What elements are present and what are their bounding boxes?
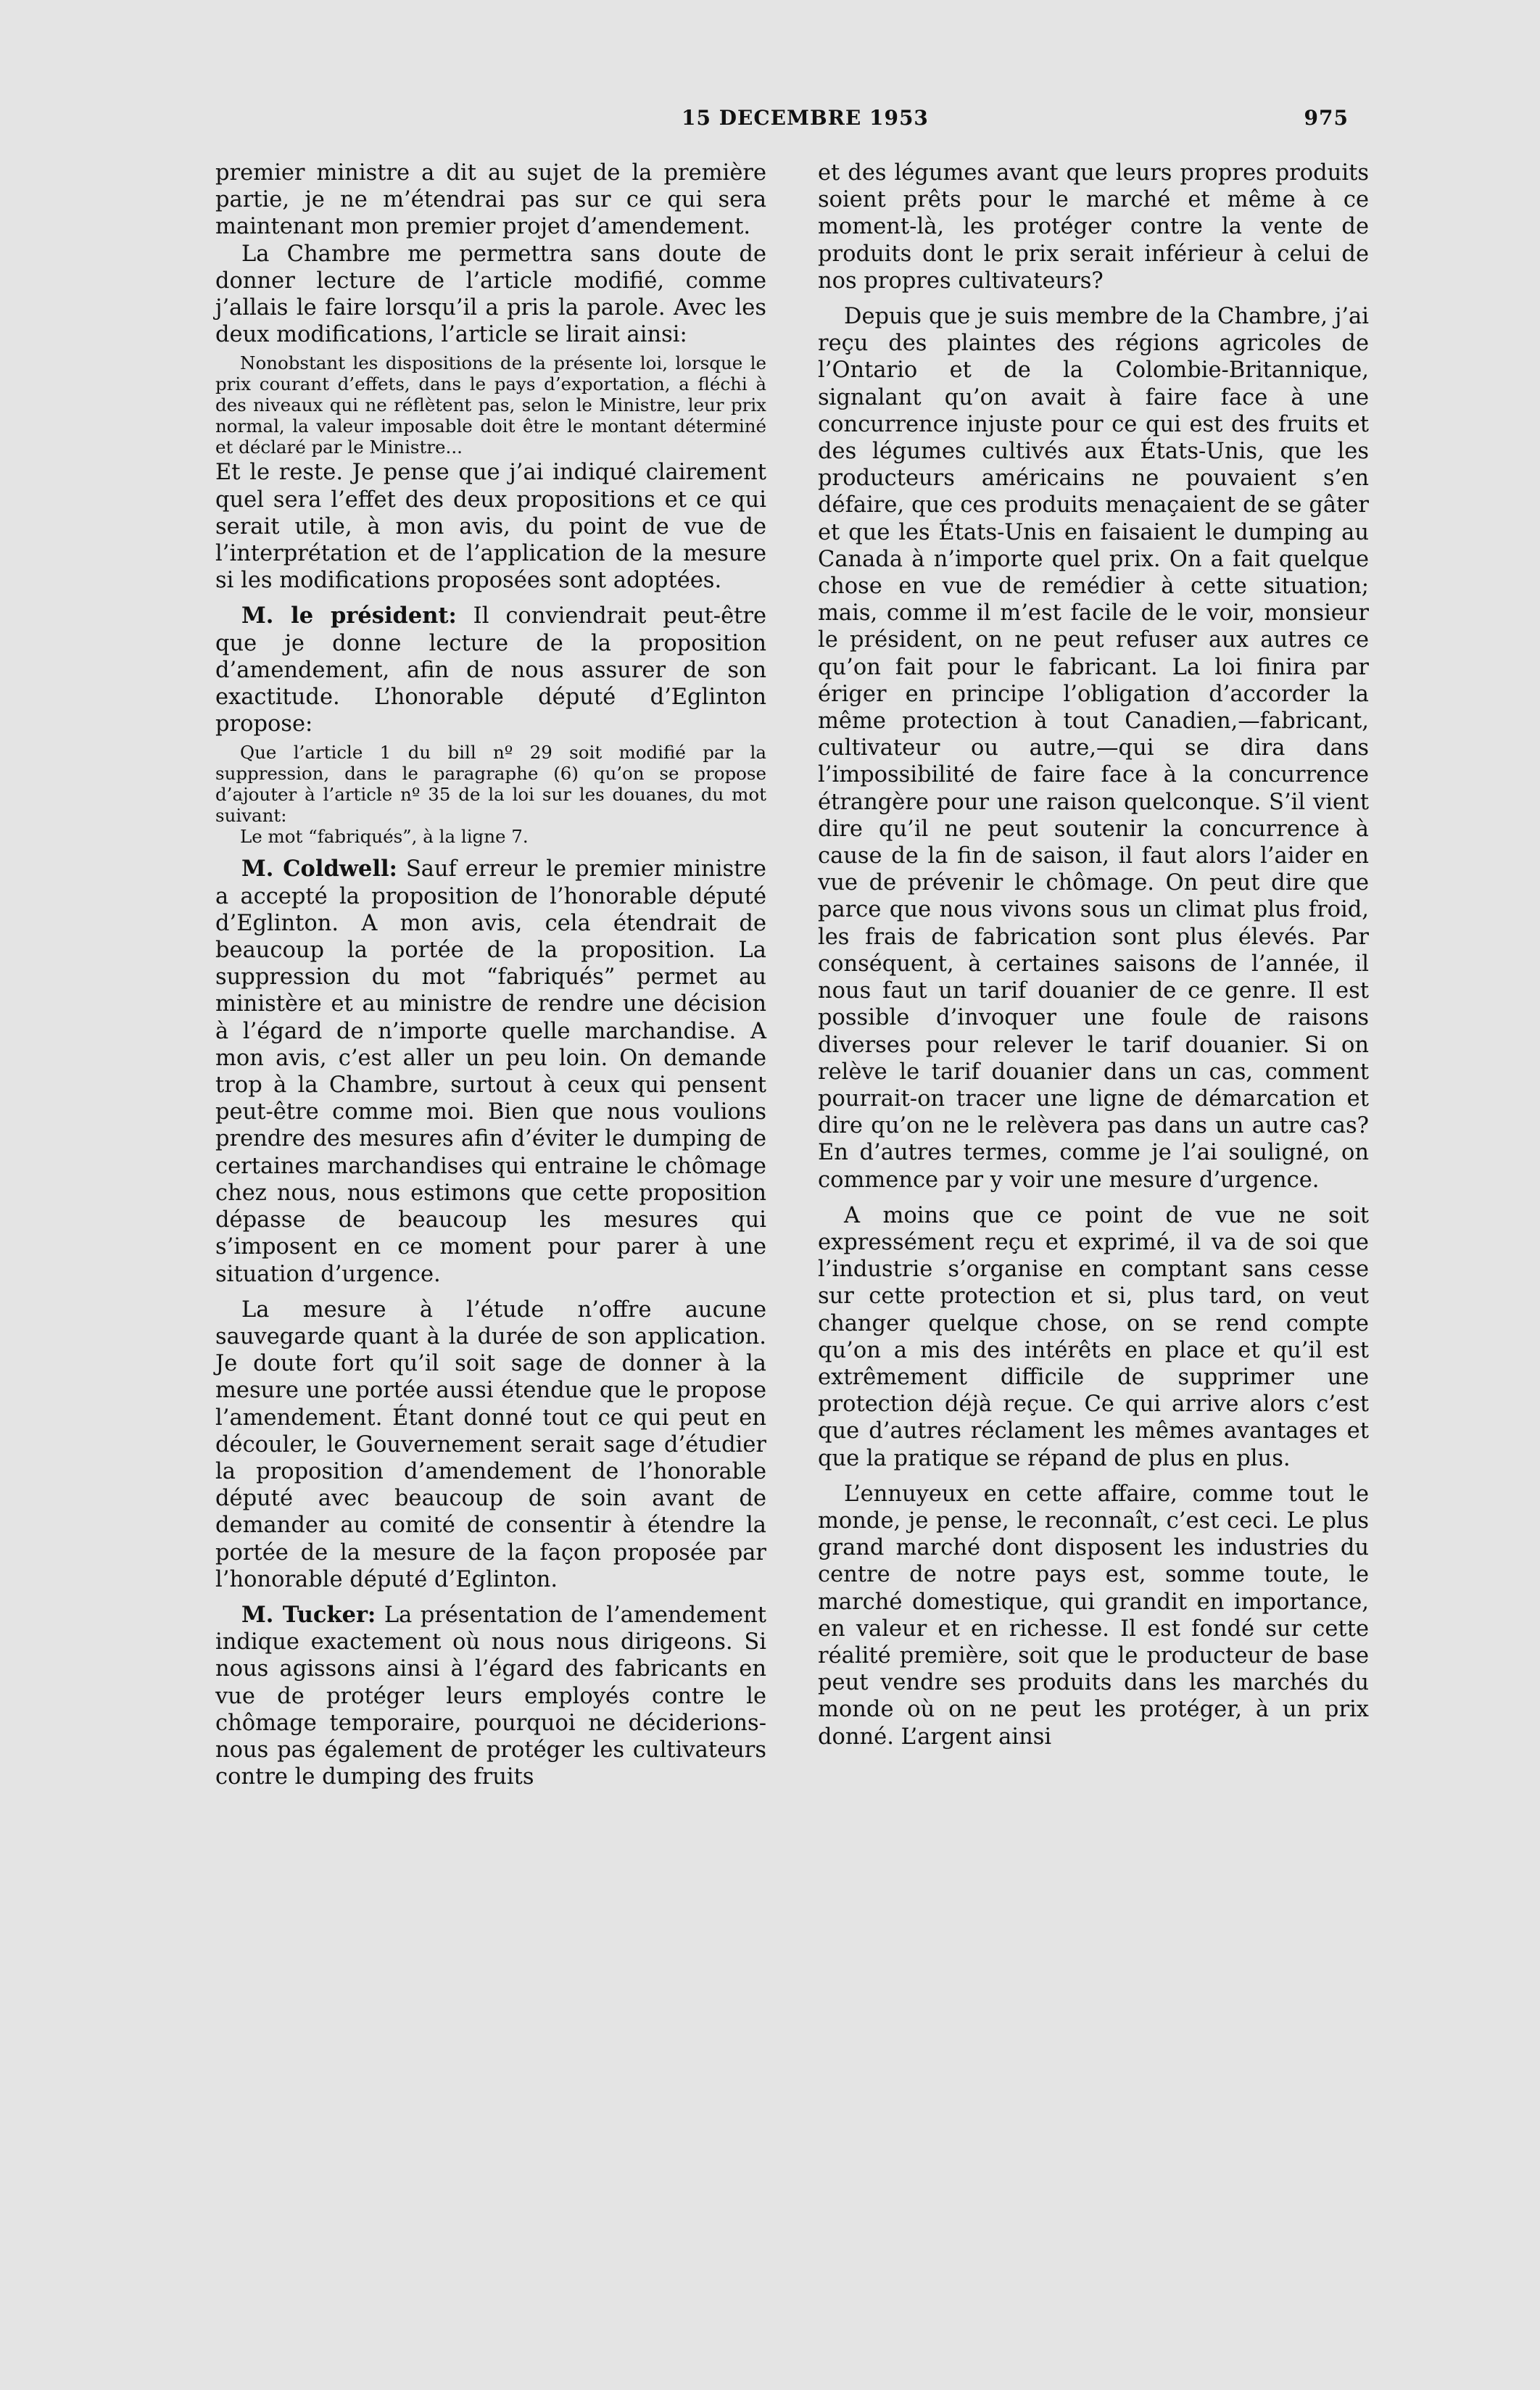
paragraph: et des légumes avant que leurs propres produits soient prêts pour le marché et même à ce moment-là, les protéger contre la vente de produits dont le prix serait inférieur à celui de nos propres cultivateurs? [818, 160, 1369, 294]
paragraph: La mesure à l’étude n’offre aucune sauvegarde quant à la durée de son application. Je doute fort qu’il soit sage de donner à la mesure une portée aussi étendue que le propose l’amendement. Étant donné tout ce qui peut en découler, le Gouvernement serait sage d’étudier la proposition d’amendement de l’honorable député avec beaucoup de soin avant de demander au comité de consentir à étendre la portée de la mesure de la façon proposée par l’honorable député d’Eglinton. [215, 1297, 766, 1592]
paragraph: Depuis que je suis membre de la Chambre, j’ai reçu des plaintes des régions agricoles de l’Ontario et de la Colombie-Britannique, signalant qu’on avait à faire face à une concurrence injuste pour ce qui est des fruits et des légumes cultivés aux États-Unis, que les producteurs américains ne pouvaient s’en défaire, que ces produits menaçaient de se gâter et que les États-Unis en faisaient le dumping au Canada à n’importe quel prix. On a fait quelque chose en vue de remédier à cette situation; mais, comme il m’est facile de le voir, monsieur le président, on ne peut refuser aux autres ce qu’on fait pour le fabricant. La loi finira par ériger en principe l’obligation d’accorder la même protection à tout Canadien,—fabricant, cultivateur ou autre,—qui se dira dans l’impossibilité de faire face à la concurrence étrangère pour une raison quelconque. S’il vient dire qu’il ne peut soutenir la concurrence à cause de la fin de saison, il faut alors l’aider en vue de prévenir le chômage. On peut dire que parce que nous vivons sous un climat plus froid, les frais de fabrication sont plus élevés. Par conséquent, à certaines saisons de l’année, il nous faut un tarif douanier de ce genre. Il est possible d’invoquer une foule de raisons diverses pour relever le tarif douanier. Si on relève le tarif douanier dans un cas, comment pourrait-on tracer une ligne de démarcation et dire qu’on ne le relèvera pas dans un autre cas? En d’autres termes, comme je l’ai souligné, on commence par y voir une mesure d’urgence. [818, 304, 1369, 1193]
paragraph: L’ennuyeux en cette affaire, comme tout le monde, je pense, le reconnaît, c’est ceci. Le plus grand marché dont disposent les industries du centre de notre pays est, somme toute, le marché domestique, qui grandit en importance, en valeur et en richesse. Il est fondé sur cette réalité première, soit que le producteur de base peut vendre ses produits dans les marchés du monde où on ne peut les protéger, à un prix donné. L’argent ainsi [818, 1481, 1369, 1750]
speech-text: La présentation de l’amendement indique exactement où nous nous dirigeons. Si nous agissons ainsi à l’égard des fabricants en vue de protéger leurs employés contre le chômage temporaire, pourquoi ne déciderions-nous pas également de protéger les cultivateurs contre le dumping des fruits [215, 1602, 766, 1790]
quote-text: Nonobstant les dispositions de la présente loi, lorsque le prix courant d’effets, dans le pays d’exportation, a fléchi à des niveaux qui ne réflètent pas, selon le Ministre, leur prix normal, la valeur imposable doit être le montant déterminé et déclaré par le Ministre... [215, 352, 766, 458]
left-column [215, 160, 766, 1790]
paragraph: A moins que ce point de vue ne soit expressément reçu et exprimé, il va de soi que l’industrie s’organise en comptant sans cesse sur cette protection et si, plus tard, on veut changer quelque chose, on se rend compte qu’on a mis des intérêts en place et qu’il est extrêmement difficile de supprimer une protection déjà reçue. Ce qui arrive alors c’est que d’autres réclament les mêmes avantages et que la pratique se répand de plus en plus. [818, 1202, 1369, 1471]
header-date: 15 DECEMBRE 1953 [682, 106, 929, 130]
speech [215, 603, 766, 737]
speaker-name: M. le président: [241, 603, 457, 629]
speaker-name: M. Tucker: [241, 1601, 376, 1628]
paragraph: La Chambre me permettra sans doute de donner lecture de l’article modifié, comme j’allais le faire lorsqu’il a pris la parole. Avec les deux modifications, l’article se lirait ainsi: [215, 241, 766, 348]
page-number: 975 [1304, 106, 1349, 130]
paragraph: premier ministre a dit au sujet de la première partie, je ne m’étendrai pas sur ce qui sera maintenant mon premier projet d’amendement. [215, 160, 766, 240]
quote-text: Le mot “fabriqués”, à la ligne 7. [240, 826, 529, 848]
right-column [818, 160, 1369, 1750]
speech [215, 1602, 766, 1790]
page-header [218, 106, 1349, 135]
quote-text: Que l’article 1 du bill nº 29 soit modifié par la suppression, dans le paragraphe (6) qu’on se propose d’ajouter à l’article nº 35 de la loi sur les douanes, du mot suivant: [215, 742, 766, 827]
quoted-article [215, 352, 766, 458]
quoted-motion [215, 742, 766, 847]
speech [215, 856, 766, 1287]
paragraph: Et le reste. Je pense que j’ai indiqué clairement quel sera l’effet des deux propositions et ce qui serait utile, à mon avis, du point de vue de l’interprétation et de l’application de la mesure si les modifications proposées sont adoptées. [215, 460, 766, 594]
speech-text: Il conviendrait peut-être que je donne lecture de la proposition d’amendement, afin de nous assurer de son exactitude. L’honorable député d’Eglinton propose: [215, 603, 767, 737]
speech-text: Sauf erreur le premier ministre a accepté la proposition de l’honorable député d’Eglinton. A mon avis, cela étendrait de beaucoup la portée de la proposition. La suppression du mot “fabriqués” permet au ministère et au ministre de rendre une décision à l’égard de n’importe quelle marchandise. A mon avis, c’est aller un peu loin. On demande trop à la Chambre, surtout à ceux qui pensent peut-être comme moi. Bien que nous voulions prendre des mesures afin d’éviter le dumping de certaines marchandises qui entraine le chômage chez nous, nous estimons que cette proposition dépasse de beaucoup les mesures qui s’imposent en ce moment pour parer à une situation d’urgence. [215, 856, 766, 1287]
speaker-name: M. Coldwell: [241, 856, 397, 882]
